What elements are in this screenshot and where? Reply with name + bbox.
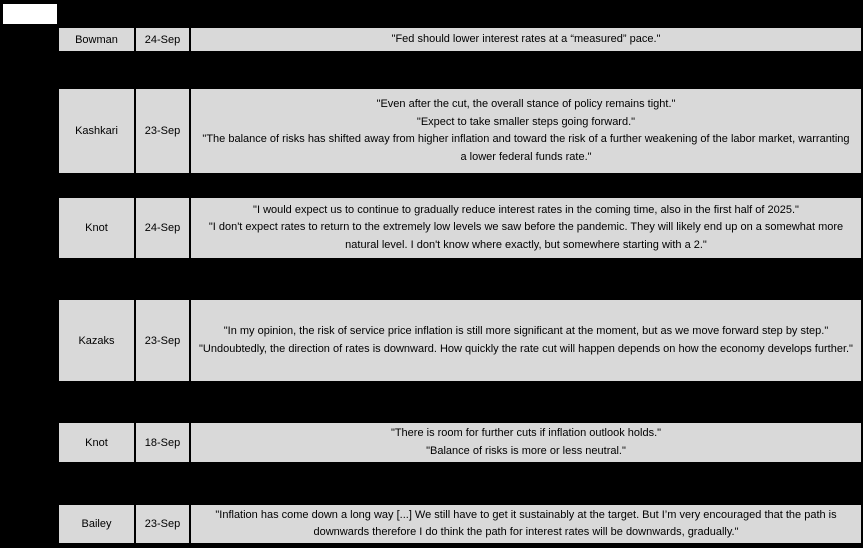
speaker-cell: Kazaks	[59, 300, 134, 381]
quote-line: "Fed should lower interest rates at a “measured” pace."	[391, 32, 661, 45]
quote-cell	[191, 89, 861, 173]
quote-line: "Balance of risks is more or less neutral."	[426, 444, 626, 457]
quote-line: "In my opinion, the risk of service price inflation is still more significant at the moment, but as we move forward step by step."	[223, 325, 829, 337]
date-cell: 23-Sep	[136, 505, 189, 543]
date-cell: 24-Sep	[136, 28, 189, 51]
quote-line: "There is room for further cuts if inflation outlook holds."	[390, 427, 662, 439]
quote-line: "Even after the cut, the overall stance of policy remains tight."	[376, 98, 676, 110]
table-row	[59, 423, 861, 462]
top-left-blank-cell	[3, 4, 57, 24]
table-row	[59, 28, 861, 51]
table-row	[59, 505, 861, 543]
quote-cell	[191, 28, 861, 51]
quote-line: "The balance of risks has shifted away from higher inflation and toward the risk of a further weakening of the labor market, warranting a lower federal funds rate."	[202, 133, 850, 163]
table-row	[59, 300, 861, 381]
quote-line: "Inflation has come down a long way [...] We still have to get it sustainably at the target. But I’m very encouraged that the path is downwards therefore I do think the path for interest rates will be downwards, gradually."	[215, 508, 837, 538]
quote-line: "I would expect us to continue to gradually reduce interest rates in the coming time, also in the first half of 2025."	[253, 203, 799, 216]
speaker-cell: Bowman	[59, 28, 134, 51]
table-row	[59, 89, 861, 173]
speaker-cell: Knot	[59, 423, 134, 462]
date-cell: 23-Sep	[136, 89, 189, 173]
date-cell: 18-Sep	[136, 423, 189, 462]
speaker-cell: Knot	[59, 198, 134, 258]
date-cell: 23-Sep	[136, 300, 189, 381]
quote-line: "Undoubtedly, the direction of rates is downward. How quickly the rate cut will happen depends on how the economy develops further."	[199, 342, 853, 355]
quote-cell	[191, 300, 861, 381]
quote-cell	[191, 423, 861, 462]
quote-cell	[191, 505, 861, 543]
date-cell: 24-Sep	[136, 198, 189, 258]
table-row	[59, 198, 861, 258]
quote-cell	[191, 198, 861, 258]
quote-line: "Expect to take smaller steps going forward."	[416, 115, 636, 128]
quote-line: "I don't expect rates to return to the extremely low levels we saw before the pandemic. They will likely end up on a somewhat more natural level. I don't know where exactly, but somewhere starting with a 2."	[208, 221, 844, 251]
speaker-cell: Bailey	[59, 505, 134, 543]
speaker-cell: Kashkari	[59, 89, 134, 173]
